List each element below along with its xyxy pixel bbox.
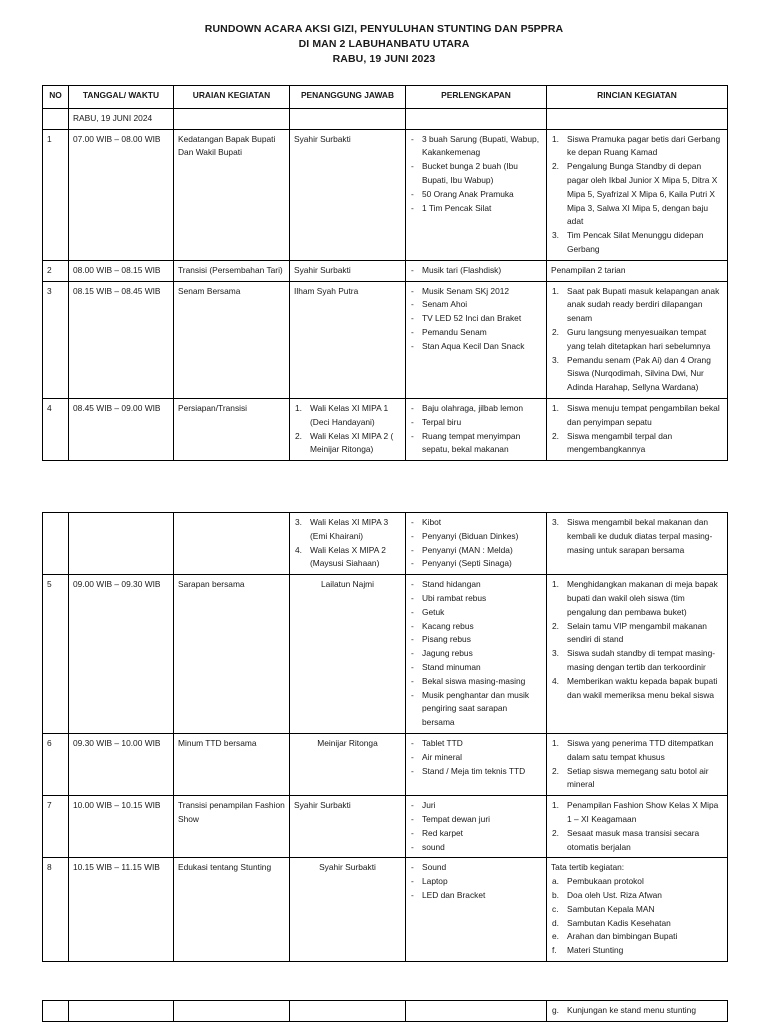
cell-no: 5 (43, 575, 69, 734)
cell-penanggung-jawab (290, 281, 406, 398)
item-number: 2. (552, 765, 559, 776)
perlengkapan-item: - Tablet TTD (410, 737, 542, 751)
perlengkapan-list (410, 285, 542, 354)
perlengkapan-list (410, 737, 542, 778)
perlengkapan-item: - TV LED 52 Inci dan Braket (410, 312, 542, 326)
item-text: Selain tamu VIP mengambil makanan sendiri di stand (567, 620, 707, 645)
rundown-table-page1 (42, 85, 728, 461)
perlengkapan-item: - Musik penghantar dan musik pengiring saat sarapan bersama (410, 689, 542, 730)
cell-waktu: 10.15 WIB – 11.15 WIB (69, 858, 174, 962)
cell-penanggung-jawab (290, 260, 406, 281)
cell-rincian (547, 796, 728, 858)
cell-penanggung-jawab (290, 733, 406, 795)
cell-waktu: 08.00 WIB – 08.15 WIB (69, 260, 174, 281)
list-item (551, 326, 723, 354)
item-text: Materi Stunting (567, 945, 624, 956)
perlengkapan-list (410, 264, 542, 278)
table-row (43, 733, 728, 795)
pj-name: Syahir Surbakti (294, 133, 351, 144)
cell-penanggung-jawab (290, 575, 406, 734)
perlengkapan-item: - 3 buah Sarung (Bupati, Wabup, Kakankemenag (410, 133, 542, 161)
perlengkapan-list (410, 799, 542, 854)
table-header-row (43, 86, 728, 109)
cell-uraian (174, 513, 290, 575)
perlengkapan-item: - Juri (410, 799, 542, 813)
list-item (551, 516, 723, 557)
header-waktu: TANGGAL/ WAKTU (69, 86, 174, 109)
table-row (43, 575, 728, 734)
cell-no: 3 (43, 281, 69, 398)
list-item (551, 133, 723, 161)
item-number: 2. (552, 326, 559, 337)
rincian-list (551, 1004, 723, 1018)
cell-no: 1 (43, 129, 69, 260)
item-number: 2. (552, 827, 559, 838)
list-item (551, 737, 723, 765)
item-number: d. (552, 917, 559, 928)
perlengkapan-item: - Red karpet (410, 827, 542, 841)
perlengkapan-item: - 50 Orang Anak Pramuka (410, 188, 542, 202)
table-row (43, 513, 728, 575)
perlengkapan-list (410, 516, 542, 571)
cell-waktu: 08.15 WIB – 08.45 WIB (69, 281, 174, 398)
perlengkapan-list (410, 402, 542, 457)
cell-perlengkapan (406, 858, 547, 962)
perlengkapan-item: - Kacang rebus (410, 620, 542, 634)
rundown-table-page2 (42, 512, 728, 962)
cell-penanggung-jawab (290, 858, 406, 962)
header-penanggung-jawab: PENANGGUNG JAWAB (290, 86, 406, 109)
item-text: Sambutan Kepala MAN (567, 903, 655, 914)
list-item (294, 516, 401, 544)
item-number: 3. (295, 517, 302, 527)
perlengkapan-item: - Musik tari (Flashdisk) (410, 264, 542, 278)
list-item (551, 930, 723, 944)
perlengkapan-item: - Air mineral (410, 751, 542, 765)
list-item (551, 430, 723, 458)
perlengkapan-item: - Penyanyi (Biduan Dinkes) (410, 530, 542, 544)
list-item (551, 160, 723, 229)
perlengkapan-item: - Sound (410, 861, 542, 875)
item-text: Siswa menuju tempat pengambilan bekal dan penyimpan sepatu (567, 402, 720, 427)
perlengkapan-item: - 1 Tim Pencak Silat (410, 202, 542, 216)
rincian-list (551, 516, 723, 557)
perlengkapan-item: - Jagung rebus (410, 647, 542, 661)
item-number: 1. (552, 402, 559, 413)
pj-list (294, 516, 401, 571)
perlengkapan-item: - Penyanyi (MAN : Melda) (410, 544, 542, 558)
header-no: NO (43, 86, 69, 109)
item-text: Siswa sudah standby di tempat masing-masing dengan tertib dan terkoordinir (567, 648, 716, 672)
list-item (551, 799, 723, 827)
pj-name: Syahir Surbakti (294, 264, 351, 275)
item-number: 4. (552, 675, 559, 686)
item-text: Siswa mengambil bekal makanan dan kembali ke duduk diatas terpal masing-masing untuk sarapan bersama (567, 517, 713, 555)
cell-penanggung-jawab (290, 513, 406, 575)
cell-penanggung-jawab (290, 129, 406, 260)
cell-perlengkapan (406, 281, 547, 398)
cell-rincian (547, 129, 728, 260)
list-item (551, 578, 723, 619)
perlengkapan-item: - Penyanyi (Septi Sinaga) (410, 557, 542, 571)
list-item (551, 875, 723, 889)
cell-waktu (69, 513, 174, 575)
document-date: RABU, 19 JUNI 2023 (332, 53, 436, 65)
table-row (43, 398, 728, 460)
list-item (551, 354, 723, 395)
cell-uraian: Kedatangan Bapak Bupati Dan Wakil Bupati (174, 129, 290, 260)
table-row (43, 796, 728, 858)
list-item (551, 889, 723, 903)
perlengkapan-item: - Musik Senam SKj 2012 (410, 285, 542, 299)
item-text: Siswa mengambil terpal dan mengembangkannya (567, 430, 673, 455)
cell-rincian (547, 281, 728, 398)
cell-perlengkapan (406, 398, 547, 460)
rincian-list (551, 799, 723, 854)
cell-perlengkapan (406, 796, 547, 858)
perlengkapan-item: - Tempat dewan juri (410, 813, 542, 827)
document-location: DI MAN 2 LABUHANBATU UTARA (298, 38, 470, 50)
perlengkapan-item: - Kibot (410, 516, 542, 530)
perlengkapan-item: - Bucket bunga 2 buah (Ibu Bupati, Ibu Wabup) (410, 160, 542, 188)
cell-penanggung-jawab (290, 1001, 406, 1022)
cell-uraian: Sarapan bersama (174, 575, 290, 734)
item-text: Pengalung Bunga Standby di depan pagar oleh Ikbal Junior X Mipa 5, Ditra X Mipa 5, Syafrizal X Mipa 6, Kaila Putri X Mipa 3, Salwa XI Mipa 5, dengan baju adat (567, 161, 718, 227)
rundown-table-page3 (42, 1000, 728, 1022)
item-text: Penampilan Fashion Show Kelas X Mipa 1 – XI Keagamaan (567, 800, 719, 824)
cell-uraian: Edukasi tentang Stunting (174, 858, 290, 962)
item-text: Pembukaan protokol (567, 876, 644, 887)
item-text: Wali Kelas XI MIPA 1 (Deci Handayani) (310, 402, 389, 427)
pj-name: Ilham Syah Putra (294, 285, 359, 296)
item-number: g. (552, 1005, 559, 1015)
item-number: 1. (552, 737, 559, 748)
pj-name: Syahir Surbakti (319, 862, 376, 873)
item-number: 1. (552, 285, 559, 296)
cell-uraian: Minum TTD bersama (174, 733, 290, 795)
table-row (43, 281, 728, 398)
rincian-list (551, 285, 723, 395)
rincian-list (551, 578, 723, 702)
item-text: Saat pak Bupati masuk kelapangan anak anak sudah ready berdiri dilapangan senam (567, 285, 720, 324)
cell-waktu: 08.45 WIB – 09.00 WIB (69, 398, 174, 460)
cell-rincian (547, 575, 728, 734)
cell-perlengkapan (406, 575, 547, 734)
perlengkapan-item: - Ruang tempat menyimpan sepatu, bekal makanan (410, 430, 542, 458)
perlengkapan-item: - Stand minuman (410, 661, 542, 675)
item-number: 3. (552, 354, 559, 365)
perlengkapan-item: - Stand / Meja tim teknis TTD (410, 765, 542, 779)
cell-perlengkapan (406, 129, 547, 260)
item-number: 2. (552, 620, 559, 631)
item-number: 2. (295, 430, 302, 441)
date-row-cell: RABU, 19 JUNI 2024 (69, 108, 174, 129)
pj-name: Meinijar Ritonga (317, 737, 378, 748)
item-number: 1. (552, 579, 559, 590)
perlengkapan-item: - Laptop (410, 875, 542, 889)
item-text: Arahan dan bimbingan Bupati (567, 931, 678, 942)
rincian-list (551, 133, 723, 257)
item-text: Siswa Pramuka pagar betis dari Gerbang ke depan Ruang Kamad (567, 133, 721, 158)
item-number: 2. (552, 430, 559, 441)
cell-uraian (174, 1001, 290, 1022)
list-item (551, 675, 723, 703)
perlengkapan-list (410, 861, 542, 902)
perlengkapan-item: - Stan Aqua Kecil Dan Snack (410, 340, 542, 354)
cell-perlengkapan (406, 260, 547, 281)
table-row (43, 1001, 728, 1022)
cell-uraian: Senam Bersama (174, 281, 290, 398)
header-perlengkapan: PERLENGKAPAN (406, 86, 547, 109)
list-item (551, 620, 723, 648)
cell-rincian (547, 858, 728, 962)
item-number: b. (552, 889, 559, 900)
rincian-list (551, 875, 723, 958)
item-text: Kunjungan ke stand menu stunting (567, 1005, 696, 1015)
table-row (43, 260, 728, 281)
item-number: a. (552, 876, 559, 887)
perlengkapan-item: - LED dan Bracket (410, 889, 542, 903)
perlengkapan-item: - Bekal siswa masing-masing (410, 675, 542, 689)
pj-name: Syahir Surbakti (294, 800, 351, 811)
item-number: 4. (295, 544, 302, 555)
list-item (551, 285, 723, 326)
item-number: e. (552, 931, 559, 942)
document-title-block (0, 22, 768, 67)
list-item (551, 229, 723, 257)
perlengkapan-item: - Pemandu Senam (410, 326, 542, 340)
rincian-text: Penampilan 2 tarian (551, 264, 626, 275)
item-number: 1. (552, 800, 559, 811)
cell-rincian (547, 1001, 728, 1022)
perlengkapan-list (410, 578, 542, 730)
cell-no: 2 (43, 260, 69, 281)
header-uraian: URAIAN KEGIATAN (174, 86, 290, 109)
cell-rincian (547, 733, 728, 795)
perlengkapan-item: - Ubi rambat rebus (410, 592, 542, 606)
item-text: Setiap siswa memegang satu botol air mineral (567, 765, 709, 790)
list-item (551, 1004, 723, 1018)
cell-uraian: Persiapan/Transisi (174, 398, 290, 460)
cell-no: 8 (43, 858, 69, 962)
perlengkapan-item: - Senam Ahoi (410, 298, 542, 312)
item-number: c. (552, 903, 559, 914)
item-text: Tim Pencak Silat Menunggu didepan Gerbang (567, 230, 704, 254)
item-text: Siswa yang penerima TTD ditempatkan dalam satu tempat khusus (567, 737, 714, 762)
item-number: 2. (552, 161, 559, 172)
list-item (294, 544, 401, 572)
item-number: 3. (552, 648, 559, 659)
pj-name: Lailatun Najmi (320, 579, 375, 590)
table-row (43, 129, 728, 260)
rincian-list (551, 402, 723, 457)
list-item (551, 647, 723, 675)
list-item (551, 765, 723, 793)
cell-waktu: 07.00 WIB – 08.00 WIB (69, 129, 174, 260)
item-number: 1. (295, 402, 302, 413)
item-text: Guru langsung menyesuaikan tempat yang telah ditetapkan hari sebelumnya (567, 326, 711, 351)
item-text: Sambutan Kadis Kesehatan (567, 917, 671, 928)
perlengkapan-item: - sound (410, 841, 542, 855)
list-item (551, 827, 723, 855)
cell-rincian (547, 398, 728, 460)
cell-no (43, 513, 69, 575)
item-text: Wali Kelas X MIPA 2 (Maysusi Siahaan) (310, 544, 386, 569)
list-item (294, 430, 401, 458)
header-rincian: RINCIAN KEGIATAN (547, 86, 728, 109)
list-item (551, 402, 723, 430)
item-text: Menghidangkan makanan di meja bapak bupati dan wakil oleh siswa (tim pengalung dan pembawa buket) (567, 579, 718, 617)
cell-perlengkapan (406, 733, 547, 795)
cell-no: 6 (43, 733, 69, 795)
cell-waktu: 09.00 WIB – 09.30 WIB (69, 575, 174, 734)
perlengkapan-item: - Stand hidangan (410, 578, 542, 592)
perlengkapan-list (410, 133, 542, 216)
item-number: 3. (552, 230, 559, 241)
cell-perlengkapan (406, 1001, 547, 1022)
perlengkapan-item: - Terpal biru (410, 416, 542, 430)
cell-uraian: Transisi penampilan Fashion Show (174, 796, 290, 858)
list-item (551, 944, 723, 958)
perlengkapan-item: - Baju olahraga, jilbab lemon (410, 402, 542, 416)
cell-rincian (547, 513, 728, 575)
pj-list (294, 402, 401, 457)
cell-no: 7 (43, 796, 69, 858)
date-row (43, 108, 728, 129)
list-item (551, 917, 723, 931)
cell-waktu: 10.00 WIB – 10.15 WIB (69, 796, 174, 858)
item-text: Memberikan waktu kepada bapak bupati dan wakil memeriksa menu bekal siswa (567, 675, 718, 700)
cell-no: 4 (43, 398, 69, 460)
list-item (294, 402, 401, 430)
cell-waktu: 09.30 WIB – 10.00 WIB (69, 733, 174, 795)
list-item (551, 903, 723, 917)
perlengkapan-item: - Getuk (410, 606, 542, 620)
cell-rincian (547, 260, 728, 281)
item-text: Wali Kelas XI MIPA 2 ( Meinijar Ritonga) (310, 430, 394, 455)
table-row (43, 858, 728, 962)
cell-no (43, 1001, 69, 1022)
item-text: Sesaat masuk masa transisi secara otomatis berjalan (567, 827, 700, 852)
rincian-intro: Tata tertib kegiatan: (551, 862, 625, 873)
item-text: Doa oleh Ust. Riza Afwan (567, 889, 662, 900)
cell-waktu (69, 1001, 174, 1022)
item-text: Wali Kelas XI MIPA 3 (Emi Khairani) (310, 517, 389, 541)
document-title: RUNDOWN ACARA AKSI GIZI, PENYULUHAN STUNTING DAN P5PPRA (204, 23, 564, 35)
cell-uraian: Transisi (Persembahan Tari) (174, 260, 290, 281)
perlengkapan-item: - Pisang rebus (410, 633, 542, 647)
cell-perlengkapan (406, 513, 547, 575)
rincian-list (551, 737, 723, 792)
item-number: 1. (552, 133, 559, 144)
item-number: f. (552, 945, 557, 956)
cell-penanggung-jawab (290, 398, 406, 460)
item-number: 3. (552, 517, 559, 527)
cell-penanggung-jawab (290, 796, 406, 858)
item-text: Pemandu senam (Pak Ai) dan 4 Orang Siswa (Nurqodimah, Silvina Dwi, Nur Adinda Harahap, Sellyna Wardana) (567, 354, 711, 393)
